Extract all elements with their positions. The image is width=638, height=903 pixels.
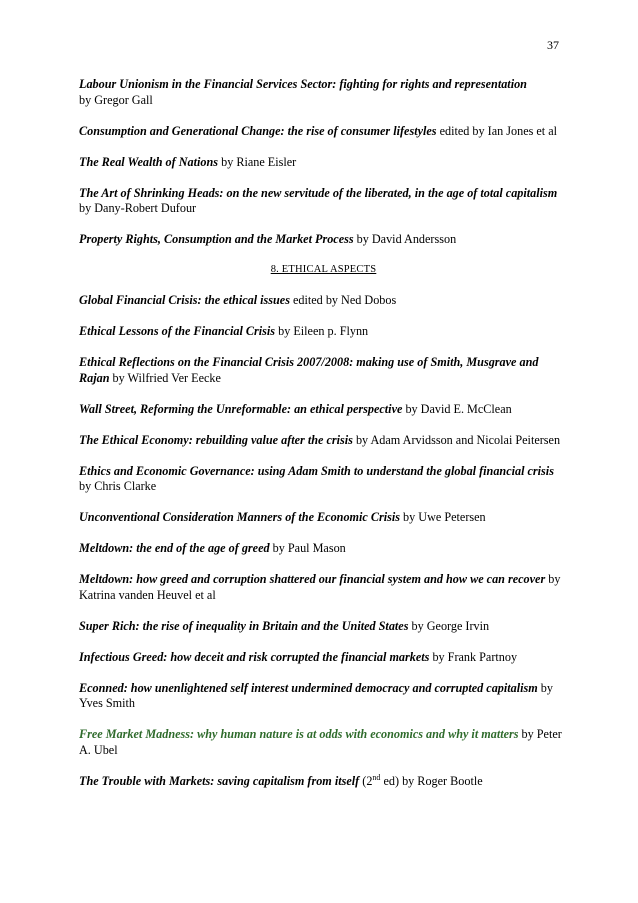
bibliography-entry [79, 681, 562, 712]
bibliography-entry [79, 433, 562, 449]
book-title: The Ethical Economy: rebuilding value after the crisis [79, 432, 353, 447]
bibliography-entry [79, 324, 562, 340]
book-author: by Katrina vanden Heuvel et al [79, 572, 561, 602]
book-author: by Yves Smith [79, 680, 553, 710]
book-author: by Riane Eisler [218, 154, 297, 169]
book-author: by Chris Clarke [79, 479, 157, 493]
book-title: Property Rights, Consumption and the Market Process [79, 232, 354, 246]
book-title: Super Rich: the rise of inequality in Britain and the United States [79, 618, 409, 633]
edition-prefix: (2 [359, 773, 373, 788]
book-author: edited by Ned Dobos [289, 293, 397, 307]
book-title: Meltdown: the end of the age of greed [79, 541, 270, 555]
book-author: by David E. McClean [402, 401, 512, 416]
book-title: The Trouble with Markets: saving capitalism from itself [79, 773, 360, 788]
book-author: by Dany-Robert Dufour [79, 201, 197, 215]
book-title: Unconventional Consideration Manners of the Economic Crisis [79, 510, 400, 524]
book-title: Free Market Madness: why human nature is at odds with economics and why it matters [79, 727, 519, 741]
book-author: by George Irvin [408, 618, 490, 633]
book-author: by Adam Arvidsson and Nicolai Peitersen [352, 432, 561, 447]
book-title: Meltdown: how greed and corruption shattered our financial system and how we can recover [79, 572, 546, 586]
bibliography-entry [79, 402, 562, 418]
bibliography-entry [79, 541, 562, 557]
bibliography-entry [79, 155, 562, 171]
book-author: by Uwe Petersen [400, 510, 486, 524]
bibliography-entry [79, 293, 562, 309]
edition-superscript: nd [372, 772, 381, 782]
bibliography-entry [79, 464, 562, 495]
book-title: Global Financial Crisis: the ethical issues [79, 293, 290, 307]
book-title: Labour Unionism in the Financial Services Sector: fighting for rights and representation [79, 77, 527, 91]
bibliography-entry [79, 186, 562, 217]
bibliography-entry [79, 355, 562, 386]
bibliography-list [79, 77, 562, 789]
book-author: by David Andersson [353, 232, 457, 246]
bibliography-entry [79, 77, 562, 108]
book-title: The Art of Shrinking Heads: on the new servitude of the liberated, in the age of total capitalism [79, 185, 558, 200]
bibliography-entry [79, 650, 562, 666]
section-heading: 8. ETHICAL ASPECTS [270, 263, 377, 275]
book-author: by Paul Mason [269, 541, 346, 555]
book-title: Ethical Lessons of the Financial Crisis [79, 324, 276, 338]
book-author: edited by Ian Jones et al [436, 123, 558, 138]
book-author: by Peter A. Ubel [79, 727, 562, 757]
book-title: Infectious Greed: how deceit and risk corrupted the financial markets [79, 649, 430, 664]
book-title: Consumption and Generational Change: the rise of consumer lifestyles [79, 123, 437, 138]
bibliography-entry [79, 774, 562, 790]
book-author: by Gregor Gall [79, 92, 153, 107]
book-author: by Eileen p. Flynn [275, 324, 369, 338]
book-author: by Frank Partnoy [429, 649, 518, 664]
book-author: ed) by Roger Bootle [380, 773, 483, 788]
bibliography-entry [79, 572, 562, 603]
book-title: Ethical Reflections on the Financial Crisis 2007/2008: making use of Smith, Musgrave and Rajan [79, 355, 539, 385]
bibliography-entry [79, 124, 562, 140]
book-title: The Real Wealth of Nations [79, 154, 219, 169]
page-number: 37 [547, 38, 559, 52]
bibliography-entry [79, 727, 562, 758]
book-title: Ethics and Economic Governance: using Adam Smith to understand the global financial crisis [79, 463, 554, 478]
book-author: by Wilfried Ver Eecke [109, 370, 221, 385]
bibliography-entry [79, 232, 562, 248]
book-title: Wall Street, Reforming the Unreformable: an ethical perspective [79, 401, 403, 416]
bibliography-entry [79, 619, 562, 635]
bibliography-entry [79, 510, 562, 526]
book-title: Econned: how unenlightened self interest undermined democracy and corrupted capitalism [79, 680, 538, 695]
